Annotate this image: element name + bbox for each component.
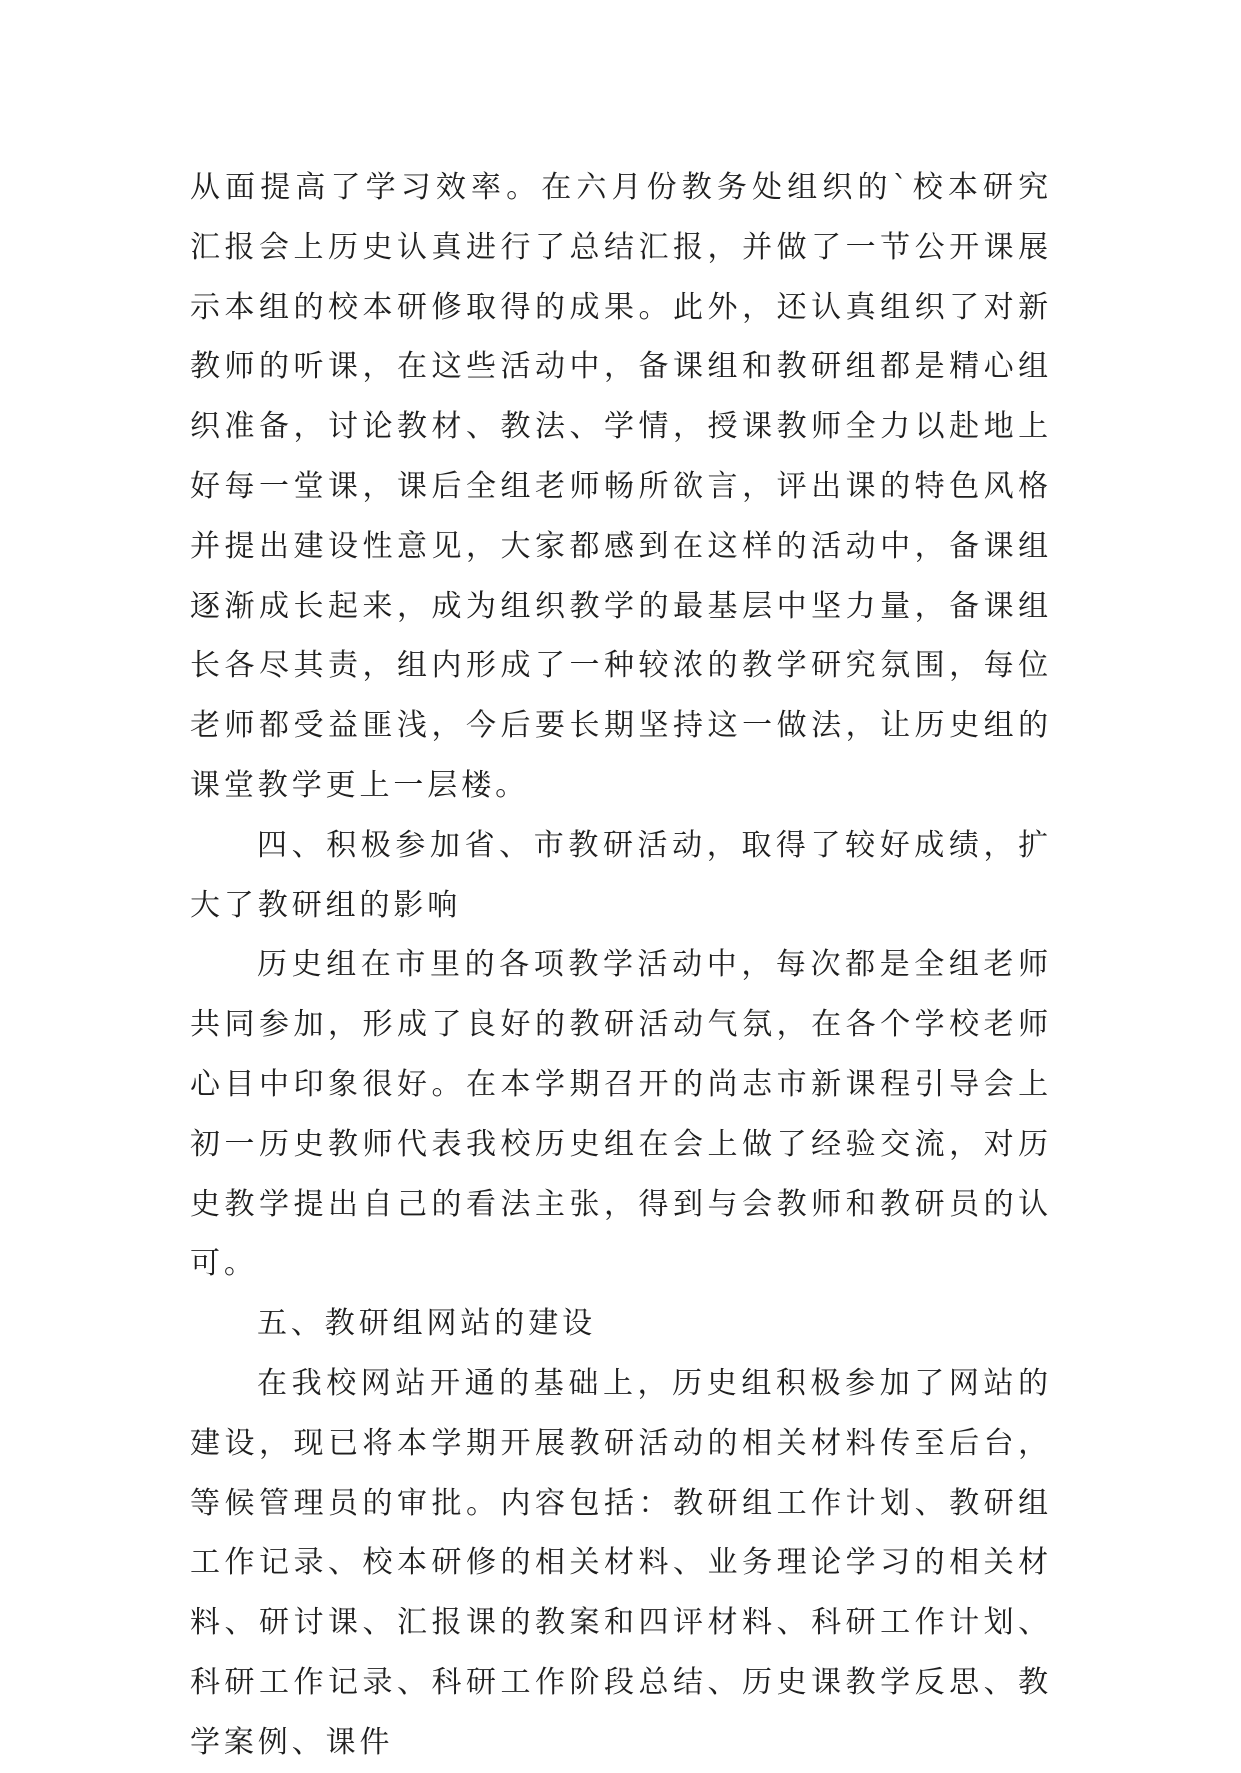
document-body [190,158,1052,1773]
paragraph-school-research-report: 从面提高了学习效率。在六月份教务处组织的`校本研究汇报会上历史认真进行了总结汇报，并做了一节公开课展示本组的校本研修取得的成果。此外，还认真组织了对新教师的听课，在这些活动中，备课组和教研组都是精心组织准备，讨论教材、教法、学情，授课教师全力以赴地上好每一堂课，课后全组老师畅所欲言，评出课的特色风格并提出建设性意见，大家都感到在这样的活动中，备课组逐渐成长起来，成为组织教学的最基层中坚力量，备课组长各尽其责，组内形成了一种较浓的教学研究氛围，每位老师都受益匪浅，今后要长期坚持这一做法，让历史组的课堂教学更上一层楼。 [190,170,1052,803]
paragraph-city-activities: 历史组在市里的各项教学活动中，每次都是全组老师共同参加，形成了良好的教研活动气氛，在各个学校老师心目中印象很好。在本学期召开的尚志市新课程引导会上初一历史教师代表我校历史组在会上做了经验交流，对历史教学提出自己的看法主张，得到与会教师和教研员的认可。 [190,947,1052,1282]
paragraph-website-construction: 在我校网站开通的基础上，历史组积极参加了网站的建设，现已将本学期开展教研活动的相关材料传至后台，等候管理员的审批。内容包括：教研组工作计划、教研组工作记录、校本研修的相关材料、业务理论学习的相关材料、研讨课、汇报课的教案和四评材料、科研工作计划、科研工作记录、科研工作阶段总结、历史课教学反思、教学案例、课件 [190,1365,1052,1760]
heading-section-five: 五、教研组网站的建设 [257,1306,596,1342]
heading-section-four: 四、积极参加省、市教研活动，取得了较好成绩，扩大了教研组的影响 [190,827,1052,923]
